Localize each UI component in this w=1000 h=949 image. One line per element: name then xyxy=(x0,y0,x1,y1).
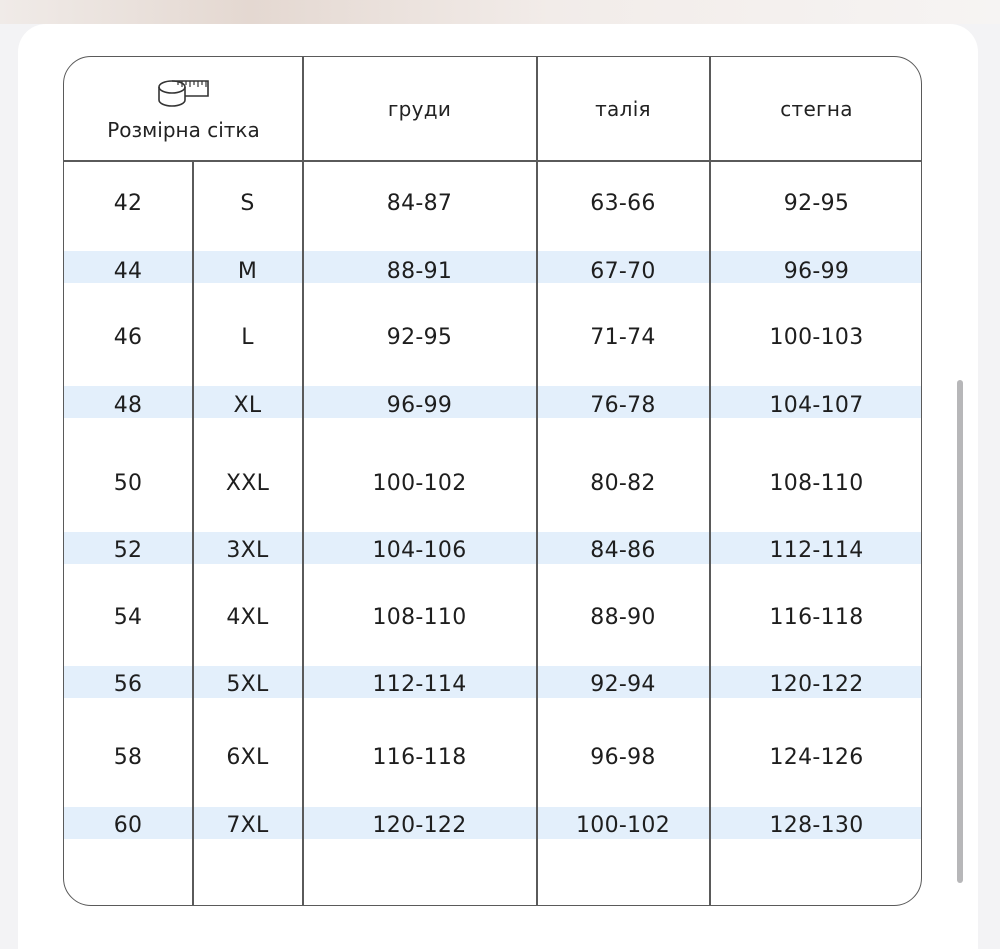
measuring-tape-icon xyxy=(156,76,212,114)
cell-hips: 104-107 xyxy=(769,392,864,418)
cell-ua-size: 60 xyxy=(113,812,143,838)
cell-waist: 92-94 xyxy=(590,671,656,697)
cell-hips: 96-99 xyxy=(783,258,850,284)
cell-intl-size: 5XL xyxy=(226,671,269,697)
cell-waist: 80-82 xyxy=(590,470,656,496)
cell-waist: 63-66 xyxy=(590,190,656,216)
cell-ua-size: 50 xyxy=(113,470,143,496)
cell-chest: 120-122 xyxy=(372,812,467,838)
cell-chest: 108-110 xyxy=(372,604,467,630)
cell-chest: 100-102 xyxy=(372,470,467,496)
column-header-hips: стегна xyxy=(780,97,853,121)
cell-ua-size: 48 xyxy=(113,392,143,418)
cell-waist: 84-86 xyxy=(590,537,656,563)
size-chart-table xyxy=(63,56,922,906)
cell-waist: 76-78 xyxy=(590,392,656,418)
cell-hips: 100-103 xyxy=(769,324,864,350)
cell-intl-size: L xyxy=(241,324,254,350)
cell-intl-size: XL xyxy=(233,392,262,418)
column-header-chest: груди xyxy=(387,97,452,121)
cell-hips: 116-118 xyxy=(769,604,864,630)
cell-waist: 71-74 xyxy=(590,324,656,350)
cell-chest: 96-99 xyxy=(386,392,453,418)
cell-intl-size: 6XL xyxy=(226,744,269,770)
column-header-waist: талія xyxy=(595,97,651,121)
cell-chest: 92-95 xyxy=(386,324,453,350)
header-label: Розмірна сітка xyxy=(107,118,260,142)
cell-ua-size: 56 xyxy=(113,671,143,697)
cell-chest: 84-87 xyxy=(386,190,453,216)
cell-hips: 124-126 xyxy=(769,744,864,770)
cell-intl-size: M xyxy=(237,258,258,284)
cell-chest: 88-91 xyxy=(386,258,453,284)
cell-ua-size: 54 xyxy=(113,604,143,630)
cell-ua-size: 46 xyxy=(113,324,143,350)
cell-hips: 92-95 xyxy=(783,190,850,216)
cell-chest: 116-118 xyxy=(372,744,467,770)
cell-hips: 112-114 xyxy=(769,537,864,563)
cell-chest: 104-106 xyxy=(372,537,467,563)
cell-intl-size: XXL xyxy=(225,470,270,496)
cell-ua-size: 42 xyxy=(113,190,143,216)
cell-intl-size: S xyxy=(240,190,255,216)
header-logo-cell xyxy=(64,57,303,161)
cell-hips: 108-110 xyxy=(769,470,864,496)
cell-chest: 112-114 xyxy=(372,671,467,697)
cell-hips: 128-130 xyxy=(769,812,864,838)
cell-waist: 88-90 xyxy=(590,604,656,630)
cell-ua-size: 44 xyxy=(113,258,143,284)
cell-waist: 100-102 xyxy=(575,812,671,838)
cell-waist: 67-70 xyxy=(590,258,656,284)
cell-intl-size: 4XL xyxy=(226,604,269,630)
top-background-strip xyxy=(0,0,1000,24)
cell-intl-size: 3XL xyxy=(226,537,269,563)
cell-hips: 120-122 xyxy=(769,671,864,697)
cell-ua-size: 58 xyxy=(113,744,143,770)
cell-ua-size: 52 xyxy=(113,537,143,563)
cell-waist: 96-98 xyxy=(590,744,656,770)
cell-intl-size: 7XL xyxy=(226,812,269,838)
scrollbar[interactable] xyxy=(957,380,963,883)
